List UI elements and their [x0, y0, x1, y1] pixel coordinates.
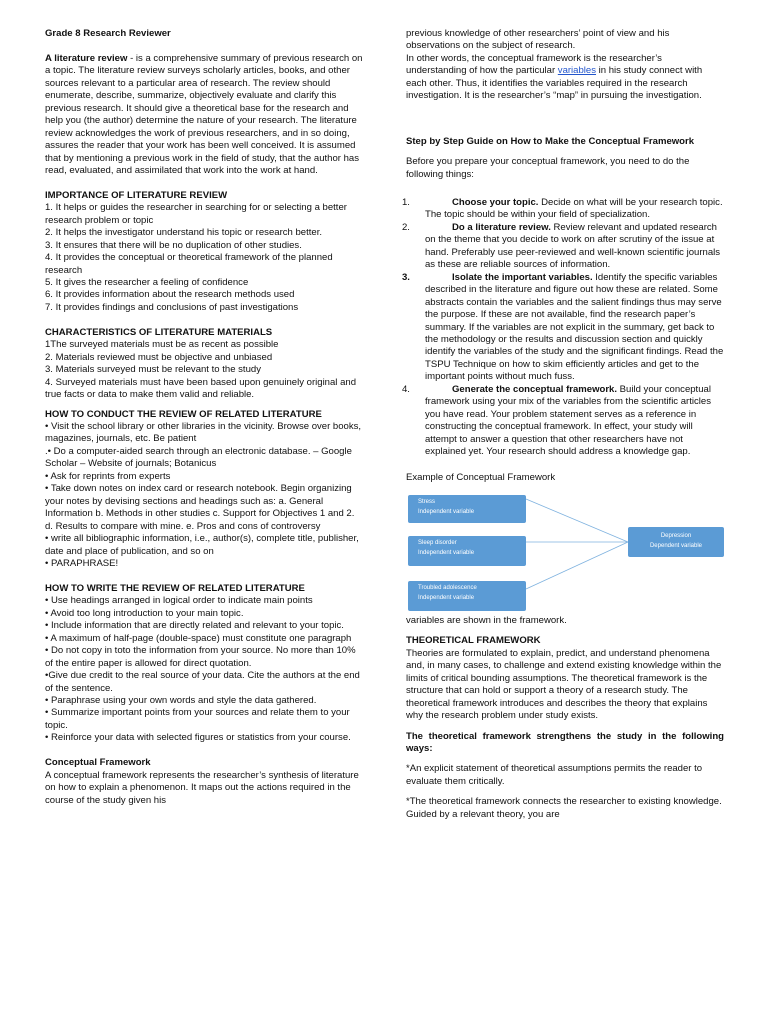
list-item: • Take down notes on index card or research notebook. Begin organizing your notes by devising sections and headings such as: a. General Information b. Methods in other studies c. Support for Objectives 1 and 2. d. Results to compare with mine. e. Pros and cons of controversy — [45, 483, 355, 532]
step-number: 1. — [402, 196, 410, 208]
step-body: Decide on what will be your research topic. The topic should be within your field of specialization. — [425, 196, 723, 221]
box-subtitle: Independent variable — [418, 549, 475, 556]
box-subtitle: Dependent variable — [649, 542, 703, 549]
paragraph-text: In other words, the conceptual framework is the researcher’s understanding of how the particular — [406, 52, 662, 77]
list-item: 3. It ensures that there will be no duplication of other studies. — [45, 239, 302, 251]
steps-list — [402, 196, 724, 459]
list-item: • Summarize important points from your sources and relate them to your topic. — [45, 707, 350, 731]
sleep-disorder-box — [408, 536, 526, 566]
step-body: Identify the specific variables described in the literature and figure out how these are related. Some abstracts contain the variables and the salient findings thus may serve the purpose. If these are not available, find the research paper’s summary. If the variables are not explicit in the summary, get back to the methodology or the results and discussion section and quickly identify the variables of the study and the significant findings. Read the TSPU Technique on how to skim efficiently articles and get to the important points without much fuss. — [425, 271, 724, 383]
list-item: • Paraphrase using your own words and style the data gathered. — [45, 694, 317, 706]
list-item: 4. It provides the conceptual or theoretical framework of the planned research — [45, 252, 333, 276]
step-body: Build your conceptual framework using your mix of the variables from the scientific articles you have read. Your problem statement serves as a reference in constructing the conceptual framework. In effect, your study will attempt to answer a question that other researchers have not explained yet. Your research should address a knowledge gap. — [425, 383, 711, 458]
troubled-adolescence-box — [408, 581, 526, 611]
step-item — [402, 196, 724, 222]
characteristics-list — [45, 339, 363, 401]
conduct-list — [45, 421, 363, 570]
strengthens-heading: The theoretical framework strengthens the study in the following ways: — [406, 730, 724, 755]
importance-heading: IMPORTANCE OF LITERATURE REVIEW — [45, 189, 228, 201]
importance-list — [45, 202, 363, 314]
list-item: .• Do a computer-aided search through an electronic database. – Google Scholar – Website of journals; Botanicus — [45, 445, 352, 470]
write-heading: HOW TO WRITE THE REVIEW OF RELATED LITERATURE — [45, 582, 305, 594]
theoretical-heading: THEORETICAL FRAMEWORK — [406, 635, 541, 647]
guide-heading: Step by Step Guide on How to Make the Conceptual Framework — [406, 135, 695, 147]
arrow-line — [526, 542, 628, 589]
step-number: 4. — [402, 383, 410, 395]
box-subtitle: Independent variable — [418, 508, 475, 515]
in-other-words-paragraph — [406, 53, 724, 103]
list-item: • A maximum of half-page (double-space) must constitute one paragraph — [45, 632, 352, 644]
arrow-line — [526, 499, 628, 542]
document-title: Grade 8 Research Reviewer — [45, 28, 171, 39]
literature-review-body: - is a comprehensive summary of previous research on a topic. The literature review surveys scholarly articles, books, and other sources relevant to a particular area of research. The review should enumerate, describe, summarize, objectively evaluate and clarify this previous research. It should give a theoretical base for the research and help you (the author) determine the nature of your research. The literature review acknowledges the work of previous researchers, and in so doing, assures the reader that your work has been well conceived. It is assumed that by mentioning a previous work in the field of study, that the author has read, evaluated, and assimilated that work into the work at hand. — [45, 52, 363, 176]
box-title: Sleep disorder — [418, 539, 457, 546]
list-item: 6. It provides information about the research methods used — [45, 289, 295, 301]
conceptual-heading: Conceptual Framework — [45, 757, 151, 769]
list-item: 2. It helps the investigator understand his topic or research better. — [45, 227, 323, 239]
depression-box — [628, 527, 724, 557]
step-title: Generate the conceptual framework. — [452, 383, 618, 395]
literature-review-definition — [45, 53, 363, 178]
list-item: • Reinforce your data with selected figures or statistics from your course. — [45, 732, 351, 744]
step-title: Choose your topic. — [452, 196, 539, 208]
box-subtitle: Independent variable — [418, 594, 475, 601]
list-item: 1. It helps or guides the researcher in searching for or selecting a better research problem or topic — [45, 202, 347, 226]
step-item — [402, 221, 724, 272]
list-item: 4. Surveyed materials must have been based upon genuinely original and true facts or data to make them valid and reliable. — [45, 376, 357, 401]
literature-review-term: A literature review — [45, 52, 128, 64]
list-item: 7. It provides findings and conclusions of past investigations — [45, 301, 299, 313]
after-figure-text: variables are shown in the framework. — [406, 614, 567, 626]
list-item: • write all bibliographic information, i.e., author(s), complete title, publisher, date and place of publication, and so on — [45, 533, 359, 557]
point-connects-knowledge: *The theoretical framework connects the researcher to existing knowledge. Guided by a relevant theory, you are — [406, 796, 722, 820]
list-item: • Include information that are directly related and relevant to your topic. — [45, 620, 344, 632]
example-caption: Example of Conceptual Framework — [406, 472, 556, 484]
box-title: Stress — [418, 498, 436, 505]
conceptual-body: A conceptual framework represents the researcher’s synthesis of literature on how to explain a phenomenon. It maps out the actions required in the course of the study given his — [45, 769, 359, 806]
step-body: Review relevant and updated research on the theme that you decide to work on after scrutiny of the issue at hand. Preferably use peer-reviewed and well-known scientific journals as these are reliable sources of information. — [425, 221, 721, 271]
point-explicit-statement: *An explicit statement of theoretical assumptions permits the reader to evaluate them critically. — [406, 763, 703, 787]
step-title: Isolate the important variables. — [452, 271, 593, 283]
stress-box — [408, 495, 526, 523]
box-title: Troubled adolescence — [418, 584, 477, 591]
step-title: Do a literature review. — [452, 221, 551, 233]
theoretical-body: Theories are formulated to explain, predict, and understand phenomena and, in many cases, to challenge and extend existing knowledge within the limits of critical bounding assumptions. The theoretical framework is the structure that can hold or support a theory of a research study. The theoretical framework introduces and describes the theory that explains why the research problem under study exists. — [406, 647, 722, 722]
list-item: 5. It gives the researcher a feeling of confidence — [45, 277, 249, 289]
step-item — [402, 383, 724, 459]
list-item: • Do not copy in toto the information from your source. No more than 10% of the entire paper is allowed for direct quotation. — [45, 645, 356, 669]
box-title: Depression — [660, 532, 692, 539]
step-number: 2. — [402, 221, 410, 233]
list-item: 3. Materials surveyed must be relevant to the study — [45, 364, 261, 376]
guide-intro: Before you prepare your conceptual framework, you need to do the following things: — [406, 156, 690, 180]
conceptual-framework-figure — [406, 489, 726, 615]
list-item: • Use headings arranged in logical order to indicate main points — [45, 595, 313, 607]
list-item: • Avoid too long introduction to your main topic. — [45, 607, 244, 619]
list-item: •Give due credit to the real source of your data. Cite the authors at the end of the sentence. — [45, 670, 360, 694]
continued-paragraph: previous knowledge of other researchers’ point of view and his observations on the subject of research. — [406, 28, 670, 52]
step-number: 3. — [402, 271, 410, 283]
conduct-heading: HOW TO CONDUCT THE REVIEW OF RELATED LITERATURE — [45, 408, 322, 420]
write-list — [45, 595, 363, 744]
list-item: 1The surveyed materials must be as recent as possible — [45, 339, 279, 351]
list-item: 2. Materials reviewed must be objective and unbiased — [45, 351, 273, 363]
list-item: • Ask for reprints from experts — [45, 470, 171, 482]
step-item — [402, 271, 724, 384]
variables-link[interactable]: variables — [557, 65, 597, 77]
right-column — [402, 28, 724, 821]
list-item: • PARAPHRASE! — [45, 557, 119, 569]
list-item: • Visit the school library or other libraries in the vicinity. Browse over books, magazines, journals, etc. Be patient — [45, 421, 362, 445]
left-column — [45, 28, 363, 807]
characteristics-heading: CHARACTERISTICS OF LITERATURE MATERIALS — [45, 326, 273, 338]
paragraph-text: in his study connect with each other. Thus, it identifies the variables required in the research investigation. It is the researcher’s “map” in pursuing the investigation. — [406, 65, 703, 102]
